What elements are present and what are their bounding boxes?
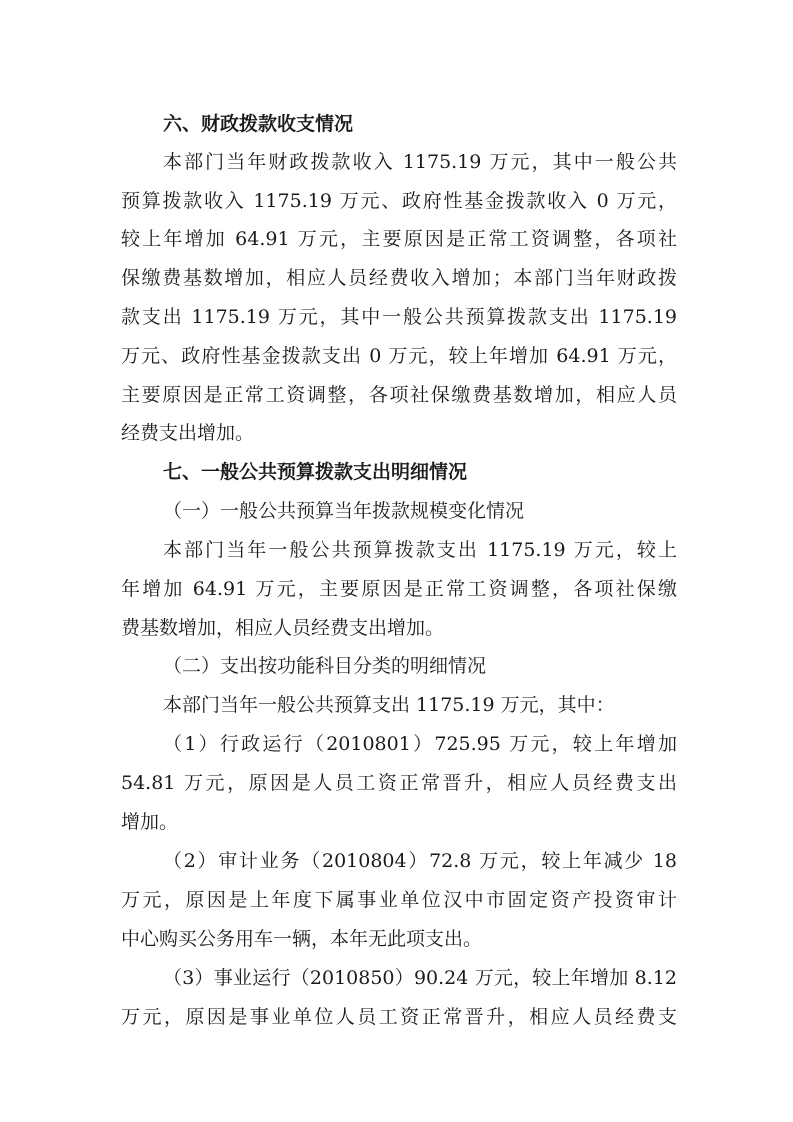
paragraph-line: 年增加 64.91 万元，主要原因是正常工资调整，各项社保缴 <box>121 578 677 600</box>
item-2-line: 中心购买公务用车一辆，本年无此项支出。 <box>121 928 483 950</box>
item-1-line: 54.81 万元，原因是人员工资正常晋升，相应人员经费支出 <box>121 772 677 794</box>
intro-line: 本部门当年一般公共预算支出 1175.19 万元，其中： <box>163 694 615 716</box>
paragraph-line: 保缴费基数增加，相应人员经费收入增加；本部门当年财政拨 <box>121 267 677 289</box>
item-2-line: 万元，原因是上年度下属事业单位汉中市固定资产投资审计 <box>121 889 677 911</box>
paragraph-line: 费基数增加，相应人员经费支出增加。 <box>121 617 445 639</box>
item-1-line: （1）行政运行（2010801）725.95 万元，较上年增加 <box>163 733 677 755</box>
subsection-1-heading: （一）一般公共预算当年拨款规模变化情况 <box>163 500 525 522</box>
paragraph-line: 主要原因是正常工资调整，各项社保缴费基数增加，相应人员 <box>121 384 677 406</box>
section-6-heading: 六、财政拨款收支情况 <box>163 113 354 135</box>
paragraph-line: 预算拨款收入 1175.19 万元、政府性基金拨款收入 0 万元， <box>121 190 677 212</box>
section-7-heading: 七、一般公共预算拨款支出明细情况 <box>163 461 468 483</box>
item-1-line: 增加。 <box>121 811 179 833</box>
paragraph-line: 经费支出增加。 <box>121 422 255 444</box>
item-3-line: （3）事业运行（2010850）90.24 万元，较上年增加 8.12 <box>163 967 677 989</box>
paragraph-line: 万元、政府性基金拨款支出 0 万元，较上年增加 64.91 万元， <box>121 345 677 367</box>
paragraph-line: 本部门当年一般公共预算拨款支出 1175.19 万元，较上 <box>163 539 677 561</box>
item-3-line: 万元，原因是事业单位人员工资正常晋升，相应人员经费支 <box>121 1006 677 1028</box>
paragraph-line: 款支出 1175.19 万元，其中一般公共预算拨款支出 1175.19 <box>121 306 677 328</box>
paragraph-line: 本部门当年财政拨款收入 1175.19 万元，其中一般公共 <box>163 151 677 173</box>
paragraph-line: 较上年增加 64.91 万元，主要原因是正常工资调整，各项社 <box>121 228 677 250</box>
item-2-line: （2）审计业务（2010804）72.8 万元，较上年减少 18 <box>163 850 677 872</box>
subsection-2-heading: （二）支出按功能科目分类的明细情况 <box>163 655 487 677</box>
